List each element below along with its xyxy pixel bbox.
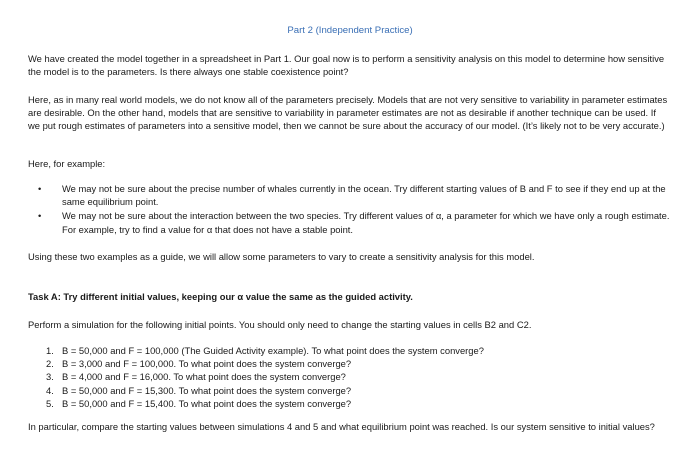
simulation-number: 2. — [46, 358, 54, 370]
simulation-text: B = 3,000 and F = 100,000. To what point does the system converge? — [62, 358, 352, 370]
simulation-number: 5. — [46, 397, 54, 409]
simulation-item — [28, 384, 670, 397]
intro-paragraph: We have created the model together in a spreadsheet in Part 1. Our goal now is to perform a sensitivity analysis on this model to determine how sensitive the model is to the parameters. Is there always one stable coexistence point? — [28, 53, 665, 78]
simulation-text: B = 50,000 and F = 100,000 (The Guided Activity example). To what point does the system converge? — [62, 345, 484, 356]
task-a-title: Task A: Try different initial values, keeping our α value the same as the guided activity. — [28, 291, 413, 302]
bullet-item-whales — [28, 182, 670, 208]
simulation-list — [28, 344, 670, 410]
perform-paragraph: Perform a simulation for the following initial points. You should only need to change the starting values in cells B2 and C2. — [28, 319, 532, 330]
simulation-text: B = 4,000 and F = 16,000. To what point does the system converge? — [62, 371, 346, 383]
bullet-marker: • — [38, 183, 42, 194]
simulation-number: 4. — [46, 384, 54, 396]
simulation-item — [28, 397, 670, 410]
comparison-paragraph: In particular, compare the starting values between simulations 4 and 5 and what equilibrium point was reached. Is our system sensitive to initial values? — [28, 421, 655, 432]
bullet-item-interaction — [28, 209, 670, 235]
simulation-item — [28, 357, 670, 370]
simulation-item — [28, 370, 670, 383]
section-heading: Part 2 (Independent Practice) — [287, 25, 413, 36]
bullet-text: We may not be sure about the precise number of whales currently in the ocean. Try different starting values of B and F to see if they end up at the same equilibrium point. — [62, 183, 666, 208]
simulation-text: B = 50,000 and F = 15,300. To what point does the system converge? — [62, 384, 352, 396]
using-examples-paragraph: Using these two examples as a guide, we will allow some parameters to vary to create a sensitivity analysis for this model. — [28, 251, 535, 262]
simulation-number: 3. — [46, 371, 54, 383]
example-bullet-list — [28, 182, 670, 237]
simulation-item — [28, 344, 670, 357]
simulation-text: B = 50,000 and F = 15,400. To what point does the system converge? — [62, 397, 352, 409]
bullet-text: We may not be sure about the interaction between the two species. Try different values of α, a parameter for which we have only a rough estimate. For example, try to find a value for α that does not have a stable point. — [62, 210, 670, 235]
example-lead-paragraph: Here, for example: — [28, 158, 106, 169]
parameters-paragraph: Here, as in many real world models, we do not know all of the parameters precisely. Models that are not very sensitive to variability in parameter estimates are desirable. On the other hand, models that are sensitive to variability in parameter estimates are not as desirable if another technique can be used. If we put rough estimates of parameters into a sensitive model, then we cannot be sure about the accuracy of our model. (It’s likely not to be very accurate.) — [28, 94, 668, 132]
bullet-marker: • — [38, 210, 42, 222]
simulation-number: 1. — [46, 345, 54, 356]
